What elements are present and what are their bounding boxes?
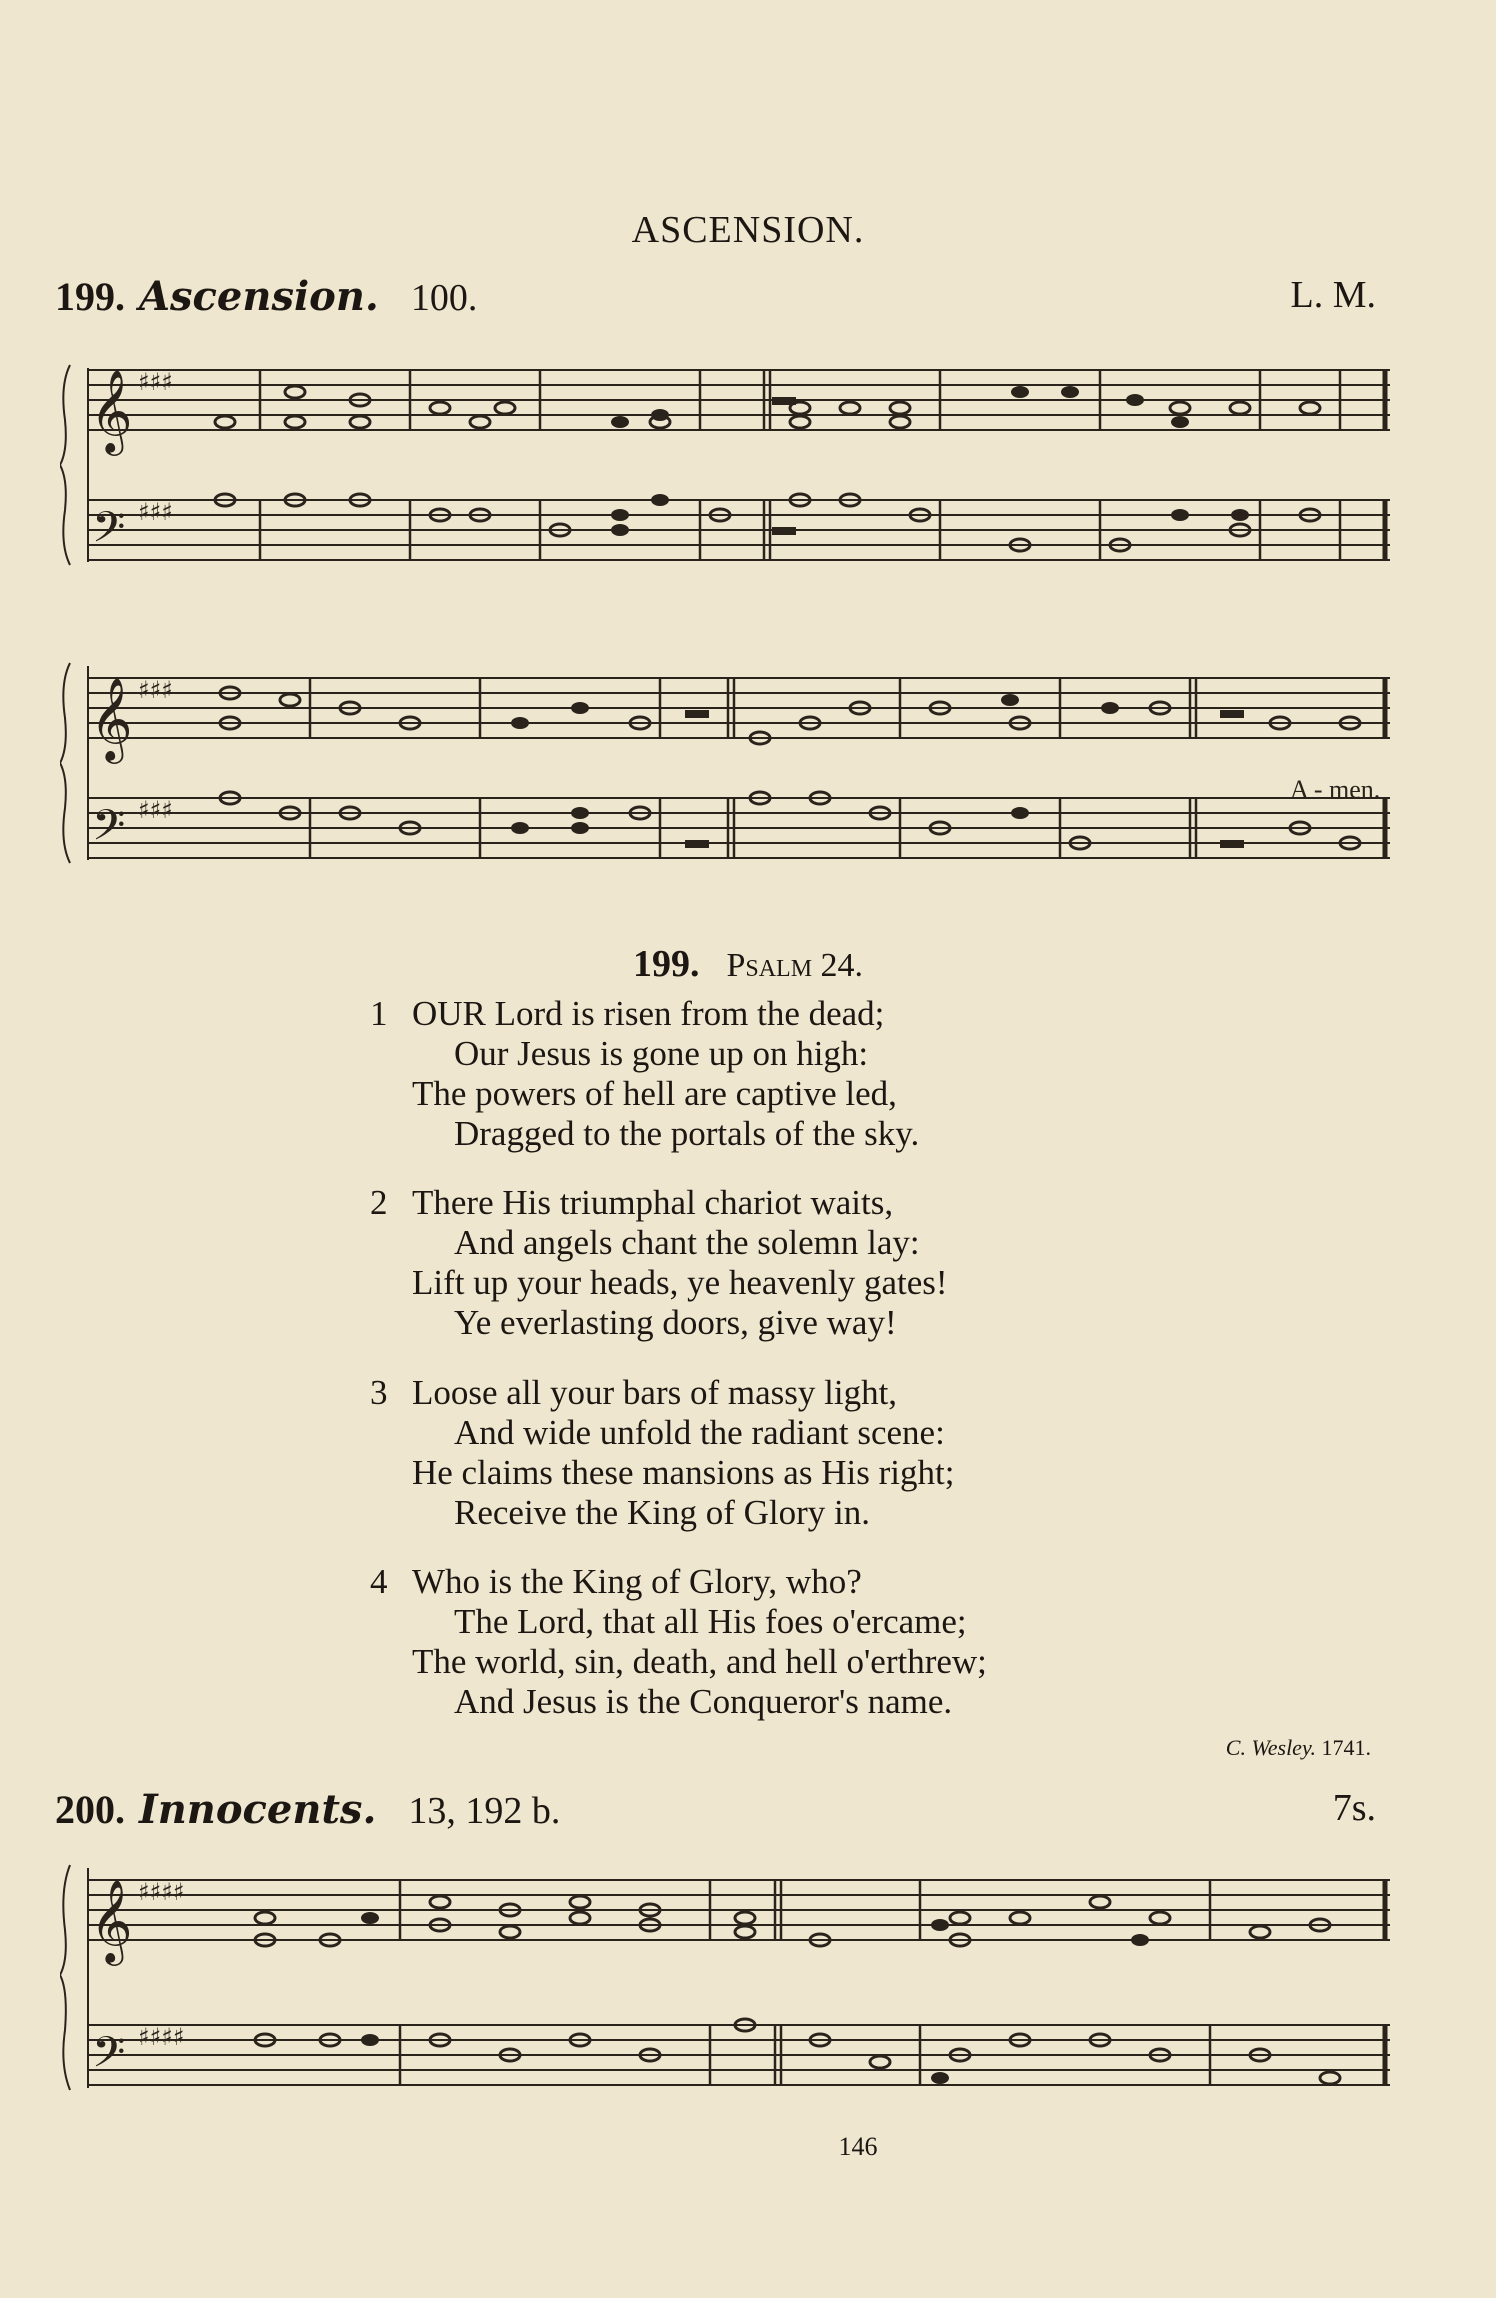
svg-text:♯♯♯: ♯♯♯	[138, 676, 173, 704]
page-number: 146	[838, 2132, 878, 2161]
svg-text:𝄞: 𝄞	[90, 676, 133, 760]
verse-line: And Jesus is the Conqueror's name.	[454, 1682, 953, 1721]
verse-line: Receive the King of Glory in.	[454, 1493, 871, 1532]
verse-line: And angels chant the solemn lay:	[454, 1223, 920, 1262]
stanza-2	[370, 1183, 1270, 1343]
psalm-source: Psalm 24.	[726, 947, 864, 984]
svg-text:𝄞: 𝄞	[90, 1878, 133, 1962]
verse-line: The world, sin, death, and hell o'erthrew;	[412, 1642, 987, 1681]
tune-name: Innocents.	[139, 1786, 377, 1833]
svg-text:♯♯♯: ♯♯♯	[138, 368, 173, 396]
tune-200-heading	[55, 1786, 1376, 1836]
tune-199-heading	[55, 273, 1376, 323]
psalm-heading	[0, 942, 1496, 986]
verse-line: Ye everlasting doors, give way!	[454, 1303, 897, 1342]
verse-line: And wide unfold the radiant scene:	[454, 1413, 945, 1452]
psalm-number: 199.	[632, 943, 700, 985]
tune-reference: 13, 192 b.	[408, 1790, 561, 1832]
amen-label: A - men.	[1290, 775, 1381, 804]
stanza-number: 2	[370, 1183, 388, 1222]
author-name: C. Wesley.	[1225, 1735, 1316, 1760]
svg-text:𝄢: 𝄢	[92, 2028, 126, 2088]
verse-line: Who is the King of Glory, who?	[412, 1562, 862, 1601]
verse-line: The Lord, that all His foes o'ercame;	[454, 1602, 967, 1641]
stanza-4	[370, 1562, 1270, 1722]
svg-text:♯♯♯♯: ♯♯♯♯	[138, 2023, 185, 2051]
tune-number: 200.	[55, 1787, 125, 1832]
section-title: ASCENSION.	[631, 209, 865, 251]
tune-name: Ascension.	[139, 273, 379, 320]
svg-text:𝄢: 𝄢	[92, 503, 126, 563]
stanza-1	[370, 994, 1270, 1154]
verse-line: The powers of hell are captive led,	[412, 1074, 897, 1113]
verse-line: OUR Lord is risen from the dead;	[412, 994, 885, 1033]
tune-meter: L. M.	[1290, 274, 1376, 316]
verse-line: Our Jesus is gone up on high:	[454, 1034, 869, 1073]
svg-text:♯♯♯♯: ♯♯♯♯	[138, 1878, 185, 1906]
tune-number: 199.	[55, 274, 125, 319]
music-score-system-1	[60, 340, 1400, 590]
svg-text:♯♯♯: ♯♯♯	[138, 498, 173, 526]
verse-line: There His triumphal chariot waits,	[412, 1183, 894, 1222]
tune-reference: 100.	[410, 277, 478, 319]
verse-line: Lift up your heads, ye heavenly gates!	[412, 1263, 948, 1302]
stanza-number: 3	[370, 1373, 388, 1412]
verse-line: He claims these mansions as His right;	[412, 1453, 955, 1492]
stanza-number: 1	[370, 994, 388, 1033]
music-score-system-3	[60, 1840, 1400, 2110]
verse-line: Dragged to the portals of the sky.	[454, 1114, 920, 1153]
author-year: 1741.	[1321, 1735, 1371, 1760]
author-credit	[1226, 1735, 1371, 1761]
music-score-system-2	[60, 638, 1400, 898]
svg-text:♯♯♯: ♯♯♯	[138, 796, 173, 824]
stanza-number: 4	[370, 1562, 388, 1601]
svg-text:𝄞: 𝄞	[90, 368, 133, 452]
stanza-3	[370, 1373, 1270, 1533]
svg-text:𝄢: 𝄢	[92, 801, 126, 861]
verse-line: Loose all your bars of massy light,	[412, 1373, 898, 1412]
tune-meter: 7s.	[1332, 1787, 1376, 1829]
